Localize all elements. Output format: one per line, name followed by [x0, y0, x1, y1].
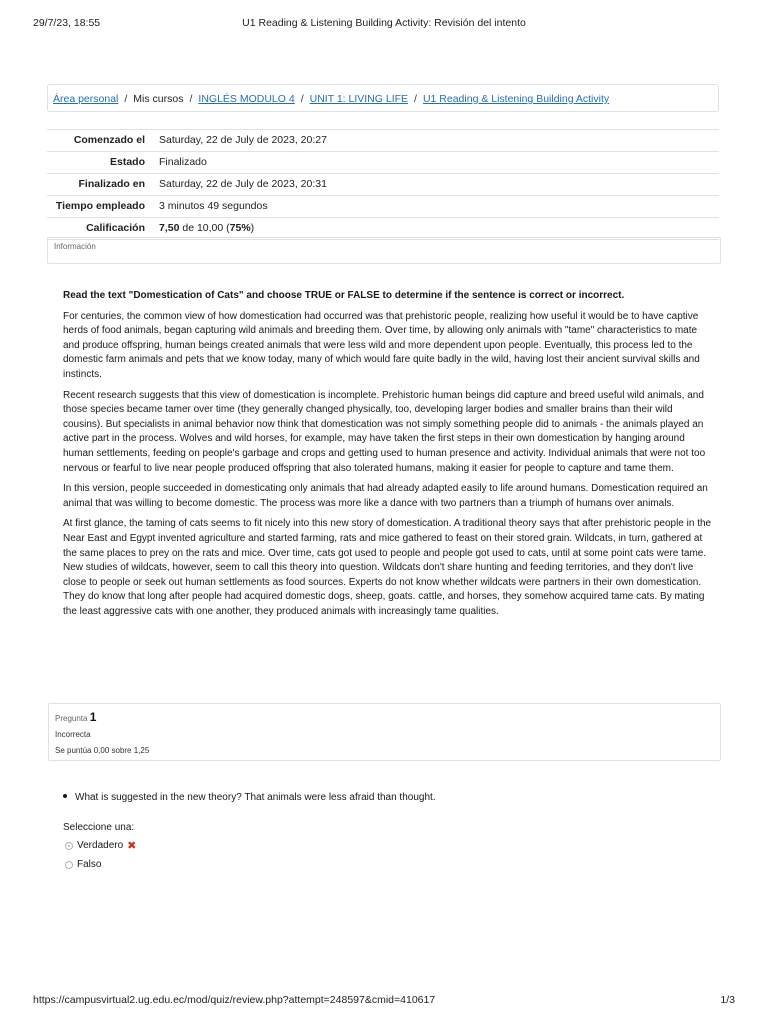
breadcrumb-separator: / [300, 93, 304, 105]
breadcrumb-area-personal[interactable]: Área personal [53, 93, 119, 105]
summary-value: Finalizado [153, 152, 719, 174]
summary-label: Comenzado el [47, 130, 153, 152]
print-header [0, 17, 768, 31]
radio-button[interactable] [65, 861, 73, 869]
summary-row-time [47, 196, 719, 218]
reading-paragraph: In this version, people succeeded in domesticating only animals that had already adapted easily to life around humans. Domestication required an animal that was willing to become domestic. The process was more like a dance with two partners than a triumph of humans over animals. [63, 483, 708, 509]
question-prompt [63, 792, 713, 803]
summary-row-state [47, 152, 719, 174]
question-number-line [55, 709, 720, 727]
answer-option-true[interactable] [65, 839, 136, 852]
information-label: Información [54, 242, 96, 251]
reading-paragraph: Recent research suggests that this view of domestication is incomplete. Prehistoric human beings did capture and breed useful wild animals, and those species became tamer over time (they generally changed physically, too, developing larger bodies and smaller brains than their wild cousins). But specialists in animal behavior now think that domestication was not simply something people did to animals - the animals played an active part in the process. Wolves and wild horses, for example, may have taken the first steps in their own domestication by hanging around human settlements, feeding on people's garbage and crops and getting used to human presence and activity. Individual animals that were not too nervous or fearful to live near people produced offspring that also tolerated humans, making it easier for people to capture and tame them. [63, 389, 706, 474]
question-state: Incorrecta [55, 730, 91, 739]
summary-value: 3 minutos 49 segundos [153, 196, 719, 218]
summary-row-started [47, 130, 719, 152]
breadcrumb [47, 84, 719, 112]
print-datetime: 29/7/23, 18:55 [33, 17, 101, 29]
answer-option-label: Falso [77, 859, 102, 870]
summary-label: Estado [47, 152, 153, 174]
reading-paragraph: At first glance, the taming of cats seems to fit nicely into this new story of domestication. A traditional theory says that after prehistoric people in the Near East and Egypt invented agriculture and started farming, rats and mice gathered to feast on their stored grain. Wildcats, in turn, gathered at the same places to prey on the rats and mice. Over time, cats got used to people and people got used to cats, until at some point cats were tame. New studies of wildcats, however, seem to call this theory into question. Wildcats don't share hunting and feeding territories, and they don't live close to people or seek out human settlements as food sources. Experts do not know whether wildcats were partners in their own domestication. They do know that long after people had acquired domestic dogs, sheep, goats. cattle, and horses, they somehow acquired tame cats. By mating the least aggressive cats with one another, they produced animals with increasingly tame qualities. [63, 518, 712, 617]
grade-percent: 75% [229, 222, 251, 234]
grade-score: 7,50 [159, 222, 180, 234]
print-page-title: U1 Reading & Listening Building Activity: Revisión del intento [242, 17, 526, 29]
question-label: Pregunta [55, 714, 88, 723]
breadcrumb-course[interactable]: INGLÉS MODULO 4 [198, 93, 295, 105]
page-url: https://campusvirtual2.ug.edu.ec/mod/quiz/review.php?attempt=248597&cmid=410617 [33, 994, 436, 1006]
reading-paragraph: For centuries, the common view of how domestication had occurred was that prehistoric people, realizing how useful it would be to have captive herds of food animals, began capturing wild animals and breeding them. Over time, by allowing only animals with "tame" characteristics to mate and produce offspring, human beings created animals that were less wild and more dependent upon people. Eventually, this process led to the domestic farm animals and pets that we know today, many of which would fare quite badly in the wild, having lost their ancient survival skills and instincts. [63, 310, 700, 380]
breadcrumb-separator: / [124, 93, 128, 105]
radio-button[interactable] [65, 842, 73, 850]
breadcrumb-separator: / [414, 93, 417, 105]
select-one-label: Seleccione una: [63, 822, 135, 833]
incorrect-icon: ✖ [127, 840, 137, 852]
summary-label: Tiempo empleado [47, 196, 153, 218]
summary-value: Saturday, 22 de July de 2023, 20:31 [153, 174, 719, 196]
breadcrumb-separator: / [189, 93, 193, 105]
question-score: Se puntúa 0,00 sobre 1,25 [55, 746, 150, 755]
summary-row-finished [47, 174, 719, 196]
breadcrumb-mis-cursos: Mis cursos [133, 93, 184, 105]
question-info-box [48, 703, 721, 761]
breadcrumb-activity[interactable]: U1 Reading & Listening Building Activity [422, 93, 610, 105]
answer-option-label: Verdadero [77, 840, 124, 851]
instruction-text: Read the text "Domestication of Cats" and choose TRUE or FALSE to determine if the sentence is correct or incorrect. [63, 290, 625, 301]
question-number: 1 [89, 710, 97, 724]
summary-label: Finalizado en [47, 174, 153, 196]
grade-end: ) [250, 222, 255, 234]
breadcrumb-unit[interactable]: UNIT 1: LIVING LIFE [309, 93, 409, 105]
summary-label: Calificación [47, 218, 153, 240]
grade-middle: de 10,00 ( [182, 222, 230, 234]
summary-value: Saturday, 22 de July de 2023, 20:27 [153, 130, 719, 152]
attempt-summary-table [47, 129, 719, 240]
information-box [47, 237, 721, 264]
bullet-icon [63, 794, 67, 798]
page-number: 1/3 [720, 994, 735, 1006]
answer-option-false[interactable] [65, 859, 101, 870]
question-prompt-text: What is suggested in the new theory? That animals were less afraid than thought. [75, 792, 436, 803]
reading-content [63, 289, 713, 625]
